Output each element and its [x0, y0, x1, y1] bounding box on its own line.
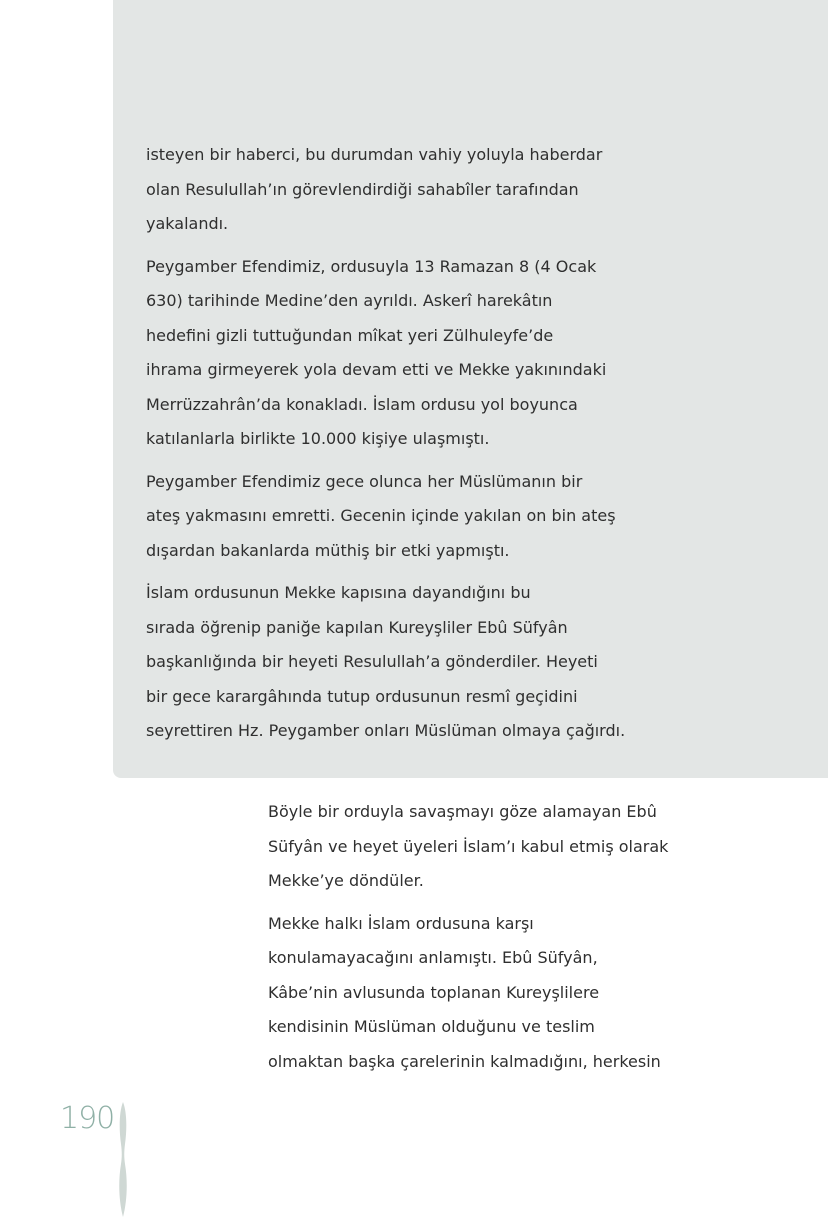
text-line: Süfyân ve heyet üyeleri İslam’ı kabul etmiş olarak: [268, 836, 669, 856]
text-line: İslam ordusunun Mekke kapısına dayandığını bu: [146, 583, 531, 602]
text-line: seyrettiren Hz. Peygamber onları Müslüman olmaya çağırdı.: [146, 721, 626, 740]
text-line: katılanlarla birlikte 10.000 kişiye ulaşmıştı.: [146, 429, 490, 448]
ornament-shape: [119, 1102, 126, 1217]
text-line: Merrüzzahrân’da konakladı. İslam ordusu yol boyunca: [146, 394, 578, 414]
text-line: Kâbe’nin avlusunda toplanan Kureyşlilere: [268, 982, 600, 1002]
text-line: kendisinin Müslüman olduğunu ve teslim: [268, 1017, 595, 1036]
text-line: bir gece karargâhında tutup ordusunun resmî geçidini: [146, 686, 578, 706]
text-line: ateş yakmasını emretti. Gecenin içinde yakılan on bin ateş: [146, 506, 616, 525]
text-line: dışardan bakanlarda müthiş bir etki yapmıştı.: [146, 540, 510, 560]
panel-text-block: [146, 138, 646, 757]
text-line: hedefini gizli tuttuğundan mîkat yeri Zülhuleyfe’de: [146, 325, 554, 345]
text-line: isteyen bir haberci, bu durumdan vahiy yoluyla haberdar: [146, 145, 603, 164]
text-line: Mekke halkı İslam ordusuna karşı: [268, 913, 534, 933]
text-line: 630) tarihinde Medine’den ayrıldı. Askerî harekâtın: [146, 291, 553, 310]
panel-paragraph-4: [146, 576, 646, 749]
text-line: Peygamber Efendimiz, ordusuyla 13 Ramazan 8 (4 Ocak: [146, 256, 597, 276]
text-line: Mekke’ye döndüler.: [268, 871, 424, 890]
shaded-text-panel: [113, 0, 828, 778]
text-line: sırada öğrenip paniğe kapılan Kureyşliler Ebû Süfyân: [146, 617, 568, 637]
text-line: konulamayacağını anlamıştı. Ebû Süfyân,: [268, 948, 598, 967]
panel-paragraph-2: [146, 250, 646, 457]
text-line: Böyle bir orduyla savaşmayı göze alamayan Ebû: [268, 802, 657, 821]
text-line: olmaktan başka çarelerinin kalmadığını, herkesin: [268, 1051, 661, 1071]
text-line: yakalandı.: [146, 214, 229, 233]
main-paragraph-1: [268, 795, 708, 899]
page-ornament-icon: [114, 1102, 132, 1217]
text-line: ihrama girmeyerek yola devam etti ve Mekke yakınındaki: [146, 360, 607, 379]
main-paragraph-2: [268, 907, 708, 1080]
panel-paragraph-3: [146, 465, 646, 569]
page-number: 190: [60, 1101, 115, 1136]
text-line: olan Resulullah’ın görevlendirdiği sahabîler tarafından: [146, 179, 579, 199]
main-text-block: [268, 795, 708, 1087]
panel-paragraph-1: [146, 138, 646, 242]
text-line: başkanlığında bir heyeti Resulullah’a gönderdiler. Heyeti: [146, 652, 598, 671]
text-line: Peygamber Efendimiz gece olunca her Müslümanın bir: [146, 471, 583, 491]
